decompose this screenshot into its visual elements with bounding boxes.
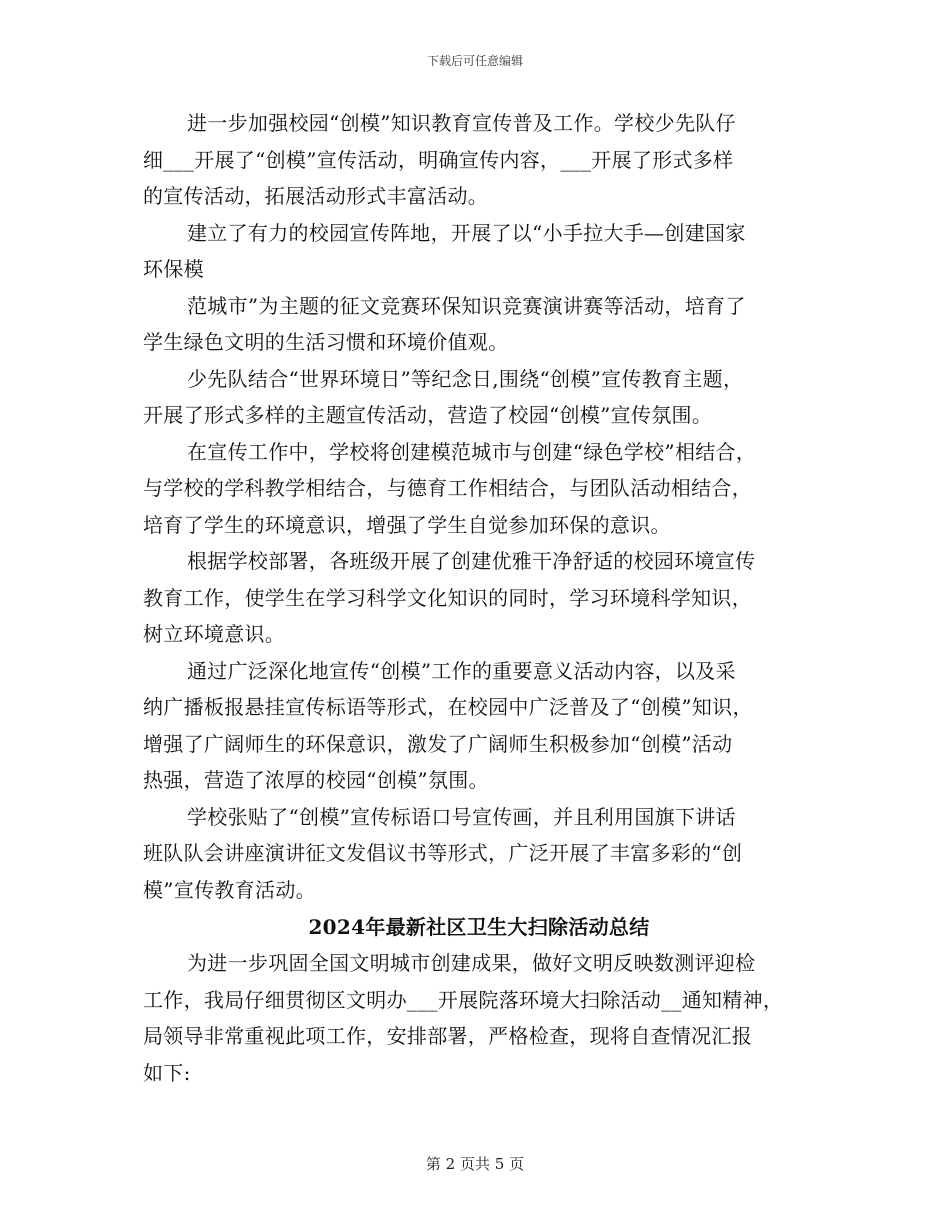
text-line: 在宣传工作中，学校将创建模范城市与创建“绿色学校”相结合， xyxy=(187,439,757,464)
text-line: 环保模 xyxy=(143,257,204,281)
text-line: 进一步加强校园“创模”知识教育宣传普及工作。学校少先队仔 xyxy=(187,111,736,135)
paragraph xyxy=(143,799,815,909)
paragraph xyxy=(143,434,815,544)
page-header: 下载后可任意编辑 xyxy=(426,54,523,68)
text-line: 与学校的学科教学相结合，与德育工作相结合，与团队活动相结合， xyxy=(143,476,752,500)
paragraph xyxy=(143,288,815,361)
text-line: 工作，我局仔细贯彻区文明办___开展院落环境大扫除活动__通知精神， xyxy=(143,987,784,1012)
text-line: 局领导非常重视此项工作，安排部署，严格检查，现将自查情况汇报 xyxy=(143,1024,752,1048)
page-footer: 第 2 页共 5 页 xyxy=(425,1155,525,1173)
text-line: 学生绿色文明的生活习惯和环境价值观。 xyxy=(143,330,509,354)
section-heading: 2024年最新社区卫生大扫除活动总结 xyxy=(308,915,650,939)
text-line: 的宣传活动，拓展活动形式丰富活动。 xyxy=(143,184,489,208)
text-line: 培育了学生的环境意识，增强了学生自觉参加环保的意识。 xyxy=(143,512,671,537)
document-body xyxy=(143,105,815,1091)
text-line: 为进一步巩固全国文明城市创建成果，做好文明反映数测评迎检 xyxy=(187,951,756,975)
text-line: 少先队结合“世界环境日”等纪念日,围绕“创模”宣传教育主题， xyxy=(187,366,744,391)
text-line: 模”宣传教育活动。 xyxy=(143,877,316,902)
paragraph xyxy=(143,543,815,653)
text-line: 热强，营造了浓厚的校园“创模”氛围。 xyxy=(143,768,489,792)
text-line: 树立环境意识。 xyxy=(143,622,286,646)
text-line: 开展了形式多样的主题宣传活动，营造了校园“创模”宣传氛围。 xyxy=(143,403,713,427)
text-line: 学校张贴了“创模”宣传标语口号宣传画，并且利用国旗下讲话 xyxy=(187,804,736,829)
paragraph xyxy=(143,361,815,434)
text-line: 通过广泛深化地宣传“创模”工作的重要意义活动内容，以及采 xyxy=(187,658,736,683)
paragraph xyxy=(143,653,815,799)
text-line: 教育工作，使学生在学习科学文化知识的同时，学习环境科学知识， xyxy=(143,585,752,610)
text-line: 根据学校部署，各班级开展了创建优雅干净舒适的校园环境宣传 xyxy=(187,549,756,573)
paragraph xyxy=(143,105,815,215)
paragraph xyxy=(143,215,815,288)
text-line: 细___开展了“创模”宣传活动，明确宣传内容，___开展了形式多样 xyxy=(143,147,734,172)
text-line: 如下: xyxy=(143,1060,191,1085)
text-line: 纳广播板报悬挂宣传标语等形式，在校园中广泛普及了“创模”知识， xyxy=(143,695,753,719)
text-line: 范城市”为主题的征文竞赛环保知识竞赛演讲赛等活动，培育了 xyxy=(187,293,746,318)
text-line: 建立了有力的校园宣传阵地，开展了以“小手拉大手—创建国家 xyxy=(187,220,746,245)
text-line: 班队队会讲座演讲征文发倡议书等形式，广泛开展了丰富多彩的“创 xyxy=(143,841,743,865)
text-line: 增强了广阔师生的环保意识，激发了广阔师生积极参加“创模”活动 xyxy=(143,731,733,756)
paragraph xyxy=(143,945,815,1091)
